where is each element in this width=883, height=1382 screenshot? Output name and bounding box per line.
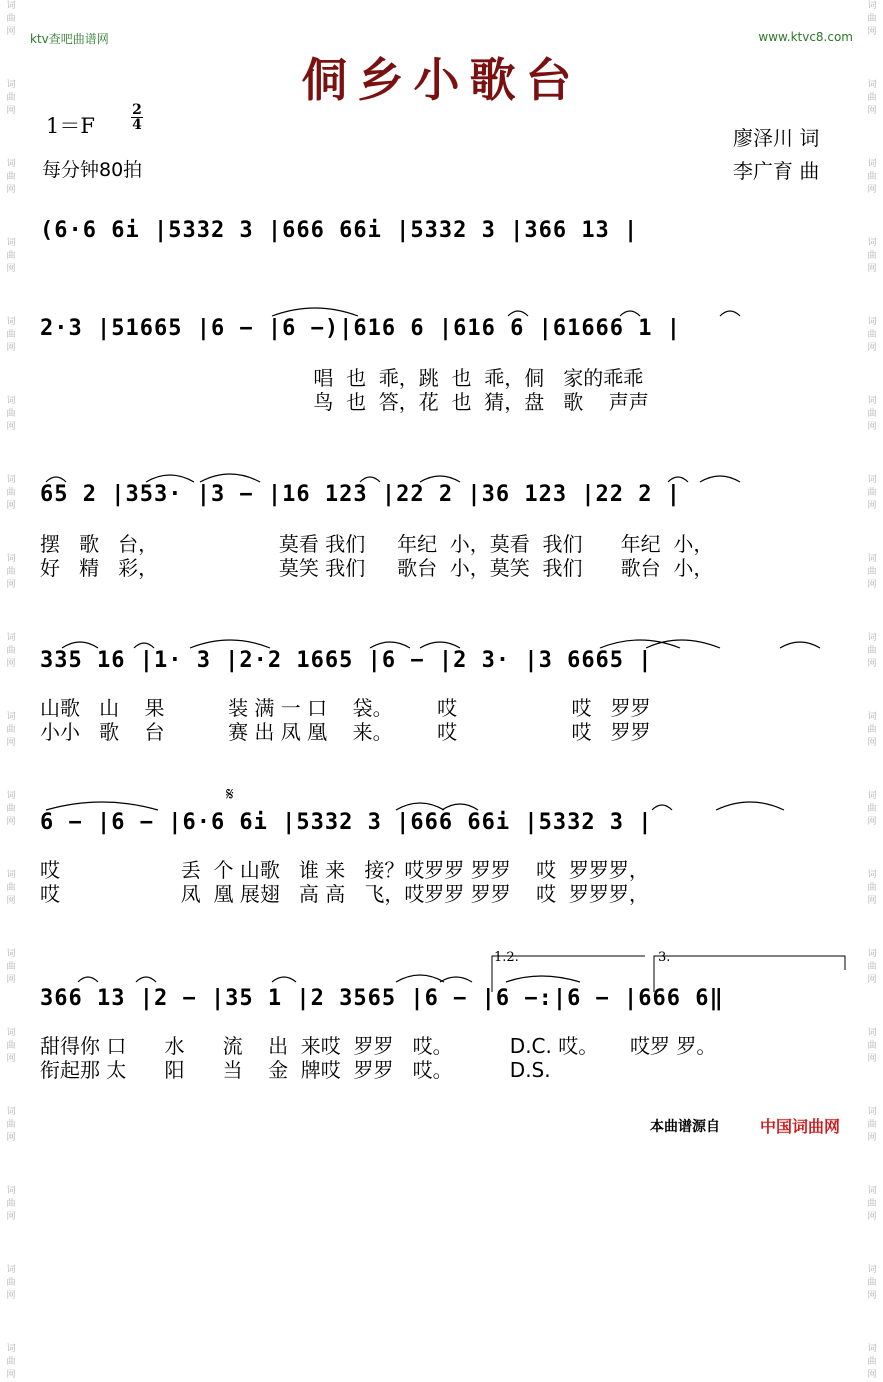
lyric-verse-2: 好 精 彩， 莫笑 我们 歌台 小，莫笑 我们 歌台 小， [40,556,714,580]
watermark-text: 词 曲 网 [867,1344,877,1380]
volta-third-ending: 3. [658,950,671,965]
watermark-text: 词 曲 网 [6,1028,16,1064]
watermark-text: 词 曲 网 [6,159,16,195]
watermark-text: 词 曲 网 [6,1265,16,1301]
lyricist-credit: 廖泽川 词 [733,126,820,150]
watermark-text: 词 曲 网 [6,475,16,511]
watermark-text: 词 曲 网 [867,1,877,37]
watermark-text: 词 曲 网 [867,791,877,827]
notation-line: 335 16 |1· 3 |2·2 1665 |6 − |2 3· |3 6665 | [40,648,653,673]
watermark-text: 词 曲 网 [6,238,16,274]
composer-credit: 李广育 曲 [733,159,820,183]
volta-first-ending: 1.2. [494,950,519,965]
watermark-text: 词 曲 网 [867,633,877,669]
lyric-verse-1: 摆 歌 台， 莫看 我们 年纪 小，莫看 我们 年纪 小， [40,532,714,556]
key-signature: 1＝F [46,114,95,138]
watermark-text: 词 曲 网 [867,238,877,274]
time-numerator: 2 [132,102,142,118]
source-site-link[interactable]: 中国词曲网 [760,1117,841,1136]
watermark-text: 词 曲 网 [6,712,16,748]
song-title: 侗乡小歌台 [301,53,582,107]
watermark-text: 词 曲 网 [6,1186,16,1222]
notation-line: 2·3 |51665 |6 − |6 −)|616 6 |616 6 |61666 1 | [40,316,682,341]
lyric-verse-1: 甜得你 口 水 流 出 来哎 罗罗 哎。 D.C. 哎。 哎罗 罗。 [40,1034,717,1058]
lyric-verse-1: 山歌 山 果 装 满 一 口 袋。 哎 哎 罗罗 [40,696,651,720]
watermark-text: 词 曲 网 [867,1186,877,1222]
watermark-text: 词 曲 网 [867,1265,877,1301]
notation-line: (6·6 6i |5332 3 |666 66i |5332 3 |366 13 | [40,218,639,243]
watermark-text: 词 曲 网 [6,80,16,116]
watermark-text: 词 曲 网 [6,1107,16,1143]
time-signature [131,104,143,131]
source-site-left[interactable]: ktv查吧曲谱网 [30,32,109,46]
watermark-text: 词 曲 网 [6,317,16,353]
left-watermark-strip [0,0,22,1380]
watermark-text: 词 曲 网 [867,396,877,432]
watermark-text: 词 曲 网 [867,317,877,353]
watermark-text: 词 曲 网 [6,1344,16,1380]
source-label: 本曲谱源自 [650,1119,720,1135]
watermark-text: 词 曲 网 [867,1107,877,1143]
watermark-text: 词 曲 网 [6,949,16,985]
lyric-verse-1: 哎 丢 个 山歌 谁 来 接？哎罗罗 罗罗 哎 罗罗罗， [40,858,649,882]
notation-line: 6 − |6 − |6·6 6i |5332 3 |666 66i |5332 3 | [40,810,653,835]
lyric-verse-1: 唱 也 乖，跳 也 乖，侗 家的乖乖 [40,366,644,390]
watermark-text: 词 曲 网 [867,870,877,906]
lyric-verse-2: 小小 歌 台 赛 出 凤 凰 来。 哎 哎 罗罗 [40,720,651,744]
tempo-marking: 每分钟80拍 [42,159,143,181]
notation-line: 65 2 |353· |3 − |16 123 |22 2 |36 123 |22 2 | [40,482,682,507]
lyric-verse-2: 哎 凤 凰 展翅 高 高 飞，哎罗罗 罗罗 哎 罗罗罗， [40,882,649,906]
watermark-text: 词 曲 网 [867,712,877,748]
watermark-text: 词 曲 网 [6,554,16,590]
lyric-verse-2: 衔起那 太 阳 当 金 牌哎 罗罗 哎。 D.S. [40,1058,551,1082]
watermark-text: 词 曲 网 [867,80,877,116]
watermark-text: 词 曲 网 [6,396,16,432]
watermark-text: 词 曲 网 [867,554,877,590]
watermark-text: 词 曲 网 [6,870,16,906]
right-watermark-strip [861,0,883,1380]
watermark-text: 词 曲 网 [6,791,16,827]
watermark-text: 词 曲 网 [867,475,877,511]
notation-line: 366 13 |2 − |35 1 |2 3565 |6 − |6 −:|6 − |666 6‖ [40,986,724,1011]
watermark-text: 词 曲 网 [6,633,16,669]
source-site-right[interactable]: www.ktvc8.com [758,30,853,44]
time-denominator: 4 [132,117,142,133]
watermark-text: 词 曲 网 [867,949,877,985]
lyric-verse-2: 鸟 也 答，花 也 猜，盘 歌 声声 [40,390,649,414]
watermark-text: 词 曲 网 [867,1028,877,1064]
watermark-text: 词 曲 网 [867,159,877,195]
segno-sign: 𝄋 [226,784,234,805]
watermark-text: 词 曲 网 [6,1,16,37]
